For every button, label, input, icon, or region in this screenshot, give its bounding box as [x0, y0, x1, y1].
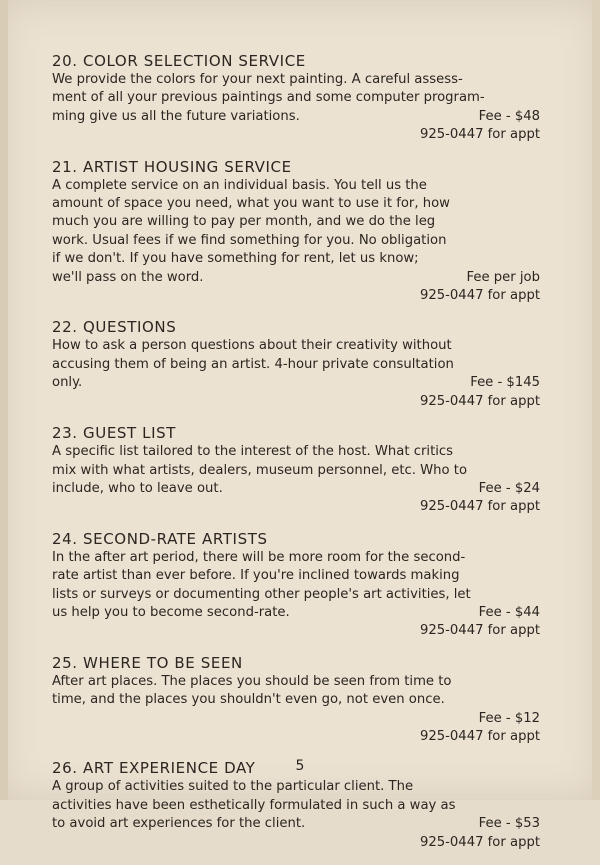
page-number: 5	[295, 758, 305, 774]
page-right-edge	[592, 0, 600, 800]
entry-title: 21. ARTIST HOUSING SERVICE	[52, 157, 292, 176]
description-line	[52, 815, 540, 833]
entry-title: 22. QUESTIONS	[52, 318, 177, 337]
entry-description	[52, 71, 540, 145]
description-text: time, and the places you shouldn't even go, not even once.	[52, 692, 445, 708]
description-text: rate artist than ever before. If you're inclined towards making	[52, 568, 460, 584]
description-text: A group of activities suited to the particular client. The	[52, 779, 414, 795]
description-line	[52, 778, 540, 796]
entry-title: 26. ART EXPERIENCE DAY	[52, 759, 256, 778]
service-entry	[52, 52, 540, 145]
description-line	[52, 89, 540, 107]
description-line	[52, 269, 540, 287]
fee-text: Fee - $44	[478, 604, 540, 620]
description-text: lists or surveys or documenting other people's art activities, let	[52, 586, 471, 602]
description-text: How to ask a person questions about their creativity without	[52, 338, 452, 354]
description-text: accusing them of being an artist. 4-hour private consultation	[52, 356, 454, 372]
service-entry	[52, 530, 540, 641]
description-line	[52, 604, 540, 622]
description-line	[52, 213, 540, 231]
description-text: to avoid art experiences for the client.	[52, 816, 306, 832]
fee-text: Fee - $48	[478, 108, 540, 124]
fee-text: Fee - $24	[478, 480, 540, 496]
entry-description	[52, 177, 540, 306]
description-line	[52, 586, 540, 604]
description-line	[52, 337, 540, 355]
description-text: work. Usual fees if we find something for you. No obligation	[52, 232, 447, 248]
fee-text: Fee - $53	[478, 816, 540, 832]
description-line	[52, 691, 540, 709]
description-line	[52, 443, 540, 461]
service-entry	[52, 654, 540, 747]
description-text: ming give us all the future variations.	[52, 108, 300, 124]
entry-description	[52, 673, 540, 747]
entry-title: 24. SECOND-RATE ARTISTS	[52, 529, 268, 548]
entry-title: 23. GUEST LIST	[52, 424, 177, 443]
description-line	[52, 567, 540, 585]
description-line	[52, 462, 540, 480]
description-line	[52, 356, 540, 374]
description-text: mix with what artists, dealers, museum personnel, etc. Who to	[52, 462, 468, 478]
description-line	[52, 177, 540, 195]
description-text: In the after art period, there will be more room for the second-	[52, 549, 466, 565]
description-text: amount of space you need, what you want to use it for, how	[52, 196, 450, 212]
description-line	[52, 250, 540, 268]
description-text: us help you to become second-rate.	[52, 604, 290, 620]
entry-description	[52, 549, 540, 641]
description-text: include, who to leave out.	[52, 480, 223, 496]
description-line	[52, 71, 540, 89]
service-entries	[52, 52, 540, 865]
description-text: only.	[52, 375, 83, 391]
description-line	[52, 549, 540, 567]
appointment-phone: 925-0447 for appt	[419, 499, 540, 515]
fee-text: Fee - $145	[470, 375, 540, 391]
entry-title: 20. COLOR SELECTION SERVICE	[52, 52, 306, 70]
service-entry	[52, 318, 540, 411]
description-line	[52, 195, 540, 213]
appointment-phone: 925-0447 for appt	[419, 393, 540, 409]
description-text: much you are willing to pay per month, and we do the leg	[52, 214, 436, 230]
page-left-edge	[0, 0, 8, 800]
appointment-phone: 925-0447 for appt	[419, 288, 540, 304]
appointment-phone: 925-0447 for appt	[419, 728, 540, 744]
description-line	[52, 673, 540, 691]
description-text: activities have been esthetically formulated in such a way as	[52, 797, 456, 813]
description-line	[52, 480, 540, 498]
entry-title: 25. WHERE TO BE SEEN	[52, 653, 243, 672]
description-text: After art places. The places you should be seen from time to	[52, 673, 452, 689]
entry-description	[52, 443, 540, 517]
appointment-phone: 925-0447 for appt	[419, 623, 540, 639]
description-text: ment of all your previous paintings and some computer program-	[52, 90, 485, 106]
description-text: we'll pass on the word.	[52, 269, 204, 285]
description-text: A specific list tailored to the interest of the host. What critics	[52, 444, 454, 460]
entry-description	[52, 778, 540, 852]
description-text: if we don't. If you have something for rent, let us know;	[52, 251, 419, 267]
description-line	[52, 232, 540, 250]
entry-description	[52, 337, 540, 411]
service-entry	[52, 424, 540, 517]
description-text: We provide the colors for your next painting. A careful assess-	[52, 72, 463, 87]
appointment-phone: 925-0447 for appt	[419, 127, 540, 143]
fee-text: Fee per job	[466, 269, 540, 285]
description-text: A complete service on an individual basis. You tell us the	[52, 177, 427, 193]
description-line	[52, 108, 540, 126]
description-line	[52, 374, 540, 392]
service-entry	[52, 158, 540, 306]
appointment-phone: 925-0447 for appt	[419, 834, 540, 850]
fee-text: Fee - $12	[478, 710, 540, 726]
